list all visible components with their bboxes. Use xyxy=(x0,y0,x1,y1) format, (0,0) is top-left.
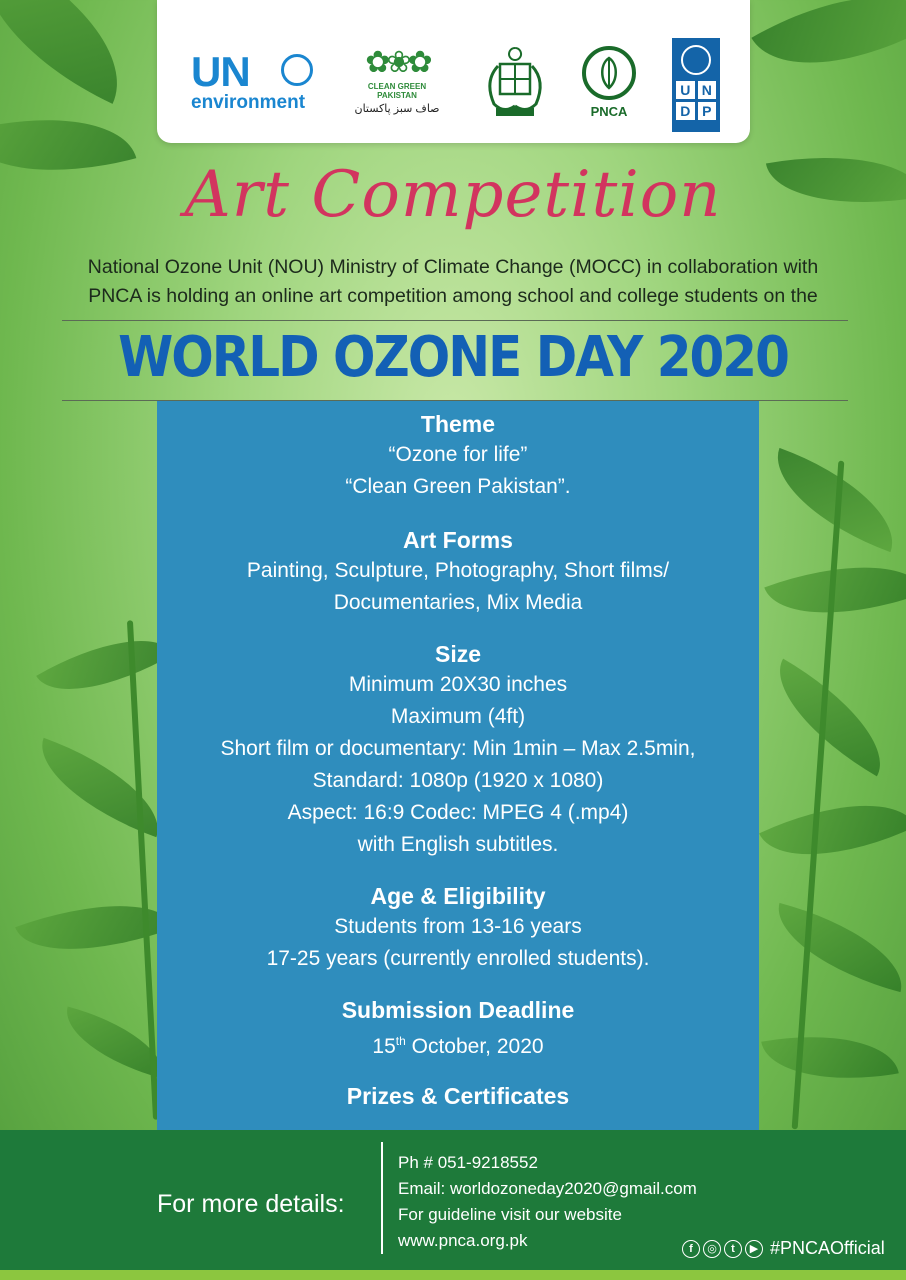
intro-line: National Ozone Unit (NOU) Ministry of Climate Change (MOCC) in collaboration with xyxy=(87,256,819,278)
undp-logo xyxy=(672,38,720,132)
section-line: “Clean Green Pakistan”. xyxy=(345,475,571,498)
globe-icon xyxy=(281,54,313,86)
cgp-logo-urdu: صاف سبز پاکستان xyxy=(354,103,440,115)
section-line: Minimum 20X30 inches xyxy=(348,673,568,696)
facebook-icon[interactable]: f xyxy=(682,1240,700,1258)
contact-info xyxy=(398,1150,697,1254)
prizes-section xyxy=(157,1081,759,1111)
stem-decoration xyxy=(792,461,845,1130)
section-line: Short film or documentary: Min 1min – Max 2.5min, xyxy=(220,737,696,760)
unep-logo-text: UN xyxy=(191,48,250,95)
email-link[interactable]: Email: worldozoneday2020@gmail.com xyxy=(398,1179,697,1198)
section-line: 17-25 years (currently enrolled students). xyxy=(266,947,650,970)
logo-bar xyxy=(157,0,750,143)
section-title: Prizes & Certificates xyxy=(346,1083,570,1109)
page-title: Art Competition xyxy=(184,158,722,232)
deadline-section xyxy=(157,995,759,1063)
intro-text xyxy=(40,253,866,311)
phone-number[interactable]: Ph # 051-9218552 xyxy=(398,1153,538,1172)
pakistan-emblem-logo xyxy=(482,46,548,120)
cgp-logo-text: CLEAN GREEN PAKISTAN xyxy=(367,82,427,100)
leaf-decoration xyxy=(36,611,174,719)
divider xyxy=(62,320,848,321)
deadline-rest: October, 2020 xyxy=(405,1035,544,1058)
undp-letter: U xyxy=(676,81,695,99)
leaf-decoration xyxy=(0,0,151,104)
pnca-emblem-icon xyxy=(582,46,636,100)
pnca-logo-text: PNCA xyxy=(590,104,628,119)
deadline-day: 15 xyxy=(372,1035,396,1058)
un-environment-logo xyxy=(191,48,306,114)
section-line: with English subtitles. xyxy=(357,833,559,856)
leaf-decoration xyxy=(761,1019,899,1096)
pnca-logo xyxy=(580,46,638,126)
section-line: Aspect: 16:9 Codec: MPEG 4 (.mp4) xyxy=(287,801,629,824)
size-section xyxy=(157,639,759,861)
section-line: “Ozone for life” xyxy=(388,443,528,466)
leaf-decoration xyxy=(759,772,906,888)
leaf-decoration xyxy=(756,659,905,777)
more-details-label: For more details: xyxy=(157,1190,345,1218)
section-line: Documentaries, Mix Media xyxy=(333,591,583,614)
details-panel xyxy=(157,401,759,1161)
section-line: Painting, Sculpture, Photography, Short films/ xyxy=(246,559,670,582)
social-links xyxy=(682,1238,885,1259)
twitter-icon[interactable]: t xyxy=(724,1240,742,1258)
instagram-icon[interactable]: ◎ xyxy=(703,1240,721,1258)
section-title: Art Forms xyxy=(403,527,513,553)
website-link[interactable]: www.pnca.org.pk xyxy=(398,1231,528,1250)
art-forms-section xyxy=(157,525,759,619)
footer-stripe xyxy=(0,1270,906,1280)
social-handle[interactable]: #PNCAOfficial xyxy=(770,1238,885,1258)
leaf-decoration xyxy=(751,0,906,107)
youtube-icon[interactable]: ▶ xyxy=(745,1240,763,1258)
event-headline: WORLD OZONE DAY 2020 xyxy=(118,324,788,390)
section-line: Students from 13-16 years xyxy=(334,915,582,938)
footer-divider xyxy=(381,1142,383,1254)
section-title: Size xyxy=(434,641,482,667)
eligibility-section xyxy=(157,881,759,975)
leaf-decoration xyxy=(25,738,175,838)
leaf-decoration xyxy=(765,903,906,992)
guideline-text: For guideline visit our website xyxy=(398,1205,622,1224)
section-title: Age & Eligibility xyxy=(370,883,546,909)
section-title: Theme xyxy=(420,411,496,437)
undp-letter: D xyxy=(676,102,695,120)
intro-line: PNCA is holding an online art competition among school and college students on the xyxy=(88,285,818,307)
theme-section xyxy=(157,409,759,503)
clean-green-pakistan-logo xyxy=(347,48,447,115)
undp-letter: P xyxy=(698,102,717,120)
section-line: Standard: 1080p (1920 x 1080) xyxy=(312,769,604,792)
undp-letter: N xyxy=(698,81,717,99)
footer xyxy=(0,1130,906,1280)
globe-icon xyxy=(681,45,711,75)
flower-icon: ✿❀✿ xyxy=(365,46,429,79)
section-line: Maximum (4ft) xyxy=(390,705,526,728)
deadline-date xyxy=(157,1025,759,1063)
section-title: Submission Deadline xyxy=(341,997,575,1023)
deadline-day-suffix: th xyxy=(395,1034,406,1048)
unep-logo-subtext: environment xyxy=(191,92,306,113)
